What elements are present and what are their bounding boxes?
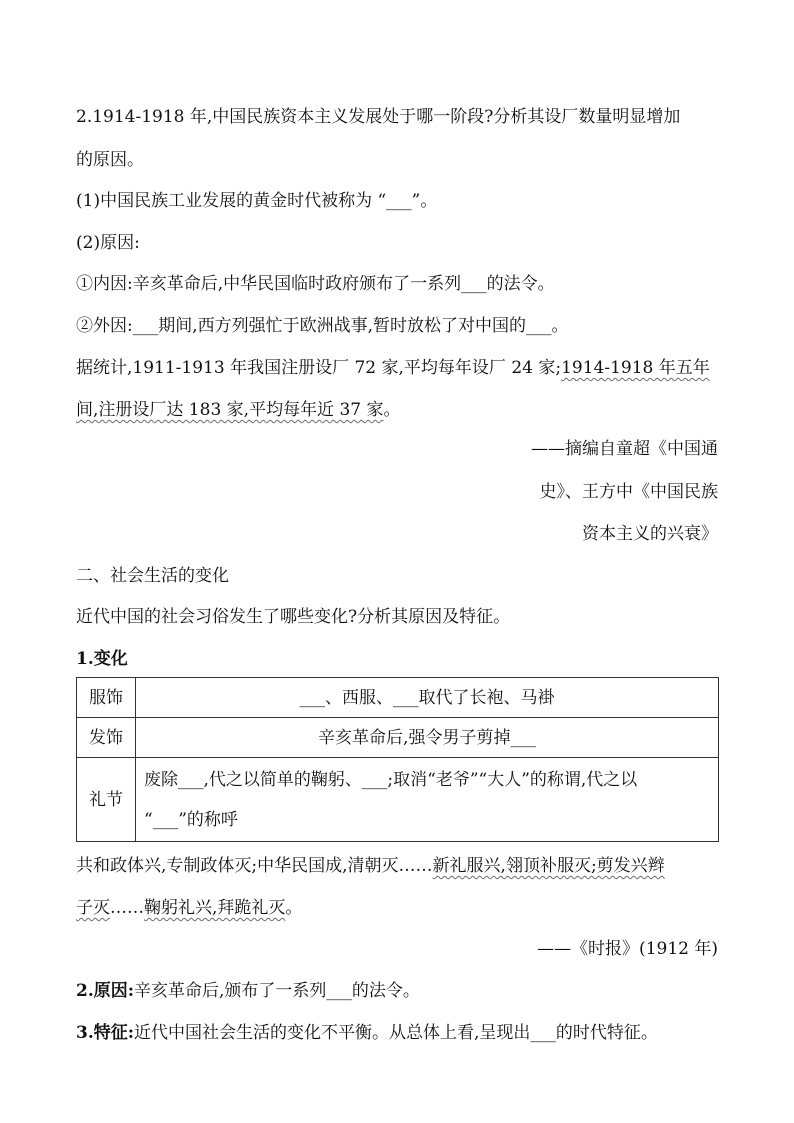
internal-reason: ①内因:辛亥革命后,中华民国临时政府颁布了一系列___的法令。 <box>76 274 555 294</box>
row-label: 服饰 <box>77 678 136 718</box>
source-citation-1: ——摘编自童超《中国通 <box>531 439 718 459</box>
question-2-line1: 2.1914-1918 年,中国民族资本主义发展处于哪一阶段?分析其设厂数量明显增加 <box>76 107 681 127</box>
question-2-line2: 的原因。 <box>76 150 144 170</box>
statistics-line1 <box>76 357 710 379</box>
statistics-end: 。 <box>383 400 401 420</box>
row-content: 辛亥革命后,强令男子剪掉___ <box>136 718 719 758</box>
row-label: 礼节 <box>77 758 136 842</box>
row-content <box>136 758 719 842</box>
changes-table <box>76 677 719 842</box>
shibao-text: 共和政体兴,专制政体灭;中华民国成,清朝灭…… <box>76 856 433 876</box>
feature-text: 近代中国社会生活的变化不平衡。从总体上看,呈现出___的时代特征。 <box>134 1023 658 1043</box>
golden-age-question: (1)中国民族工业发展的黄金时代被称为 “___”。 <box>76 191 438 211</box>
section-question: 近代中国的社会习俗发生了哪些变化?分析其原因及特征。 <box>76 607 511 627</box>
section-title: 二、社会生活的变化 <box>76 566 229 586</box>
statistics-line2 <box>76 399 401 421</box>
source-citation-2: 史》、王方中《中国民族 <box>539 482 718 502</box>
statistics-emphasis: 1914-1918 年五年 <box>561 358 710 378</box>
reason-text: 辛亥革命后,颁布了一系列___的法令。 <box>134 981 420 1001</box>
change-heading: 1.变化 <box>76 649 128 669</box>
statistics-emphasis-cont: 间,注册设厂达 183 家,平均每年近 37 家 <box>76 400 384 420</box>
reasons-heading: (2)原因: <box>76 233 140 253</box>
etiquette-line1: 废除___,代之以简单的鞠躬、___;取消“老爷”“大人”的称谓,代之以 <box>144 769 638 790</box>
etiquette-line2: “___”的称呼 <box>144 809 238 830</box>
statistics-text: 据统计,1911-1913 年我国注册设厂 72 家,平均每年设厂 24 家; <box>76 358 562 378</box>
external-reason: ②外因:___期间,西方列强忙于欧洲战事,暂时放松了对中国的___。 <box>76 316 569 336</box>
shibao-emphasis-start: 子灭 <box>76 898 110 918</box>
row-label: 发饰 <box>77 718 136 758</box>
reason-label: 2.原因: <box>76 981 135 1001</box>
shibao-quote-line1 <box>76 855 665 877</box>
table-row <box>77 678 719 718</box>
shibao-end: 。 <box>285 898 303 918</box>
table-row <box>77 758 719 842</box>
table-row <box>77 718 719 758</box>
row-content: ___、西服、___取代了长袍、马褂 <box>136 678 719 718</box>
reason-line <box>76 980 420 1002</box>
shibao-quote-line2 <box>76 897 302 919</box>
source-citation-3: 资本主义的兴衰》 <box>582 524 718 544</box>
shibao-emphasis: 新礼服兴,翎顶补服灭;剪发兴辫 <box>432 856 665 876</box>
shibao-source: ——《时报》(1912 年) <box>537 939 718 959</box>
feature-line <box>76 1022 658 1044</box>
shibao-emphasis-end: 鞠躬礼兴,拜跪礼灭 <box>144 898 286 918</box>
feature-label: 3.特征: <box>76 1023 135 1043</box>
shibao-mid: …… <box>110 898 144 918</box>
